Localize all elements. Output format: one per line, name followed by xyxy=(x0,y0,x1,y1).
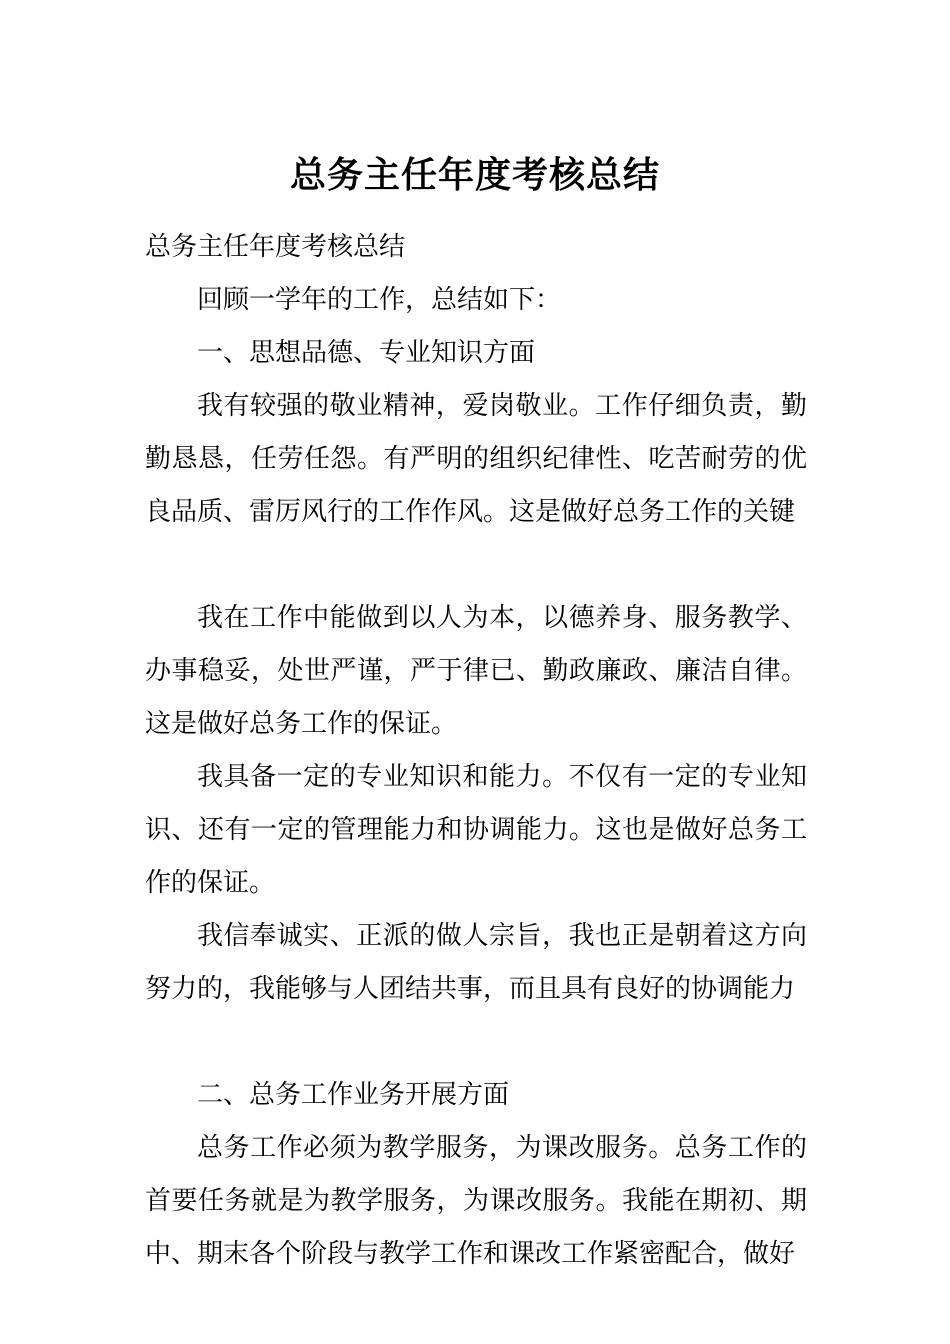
document-title: 总务主任年度考核总结 xyxy=(289,155,660,197)
paragraph-1: 总务主任年度考核总结 xyxy=(145,232,406,262)
paragraph-6: 我信奉诚实、正派的做人宗旨，我也正是朝着这方向努力的，我能够与人团结共事，而且具有良好的协调能力 xyxy=(145,921,807,1004)
paragraph-2: 回顾一学年的工作，总结如下： xyxy=(197,285,562,315)
paragraph-4: 我在工作中能做到以人为本，以德养身、服务教学、办事稳妥，处世严谨，严于律已、勤政廉政、廉洁自律。这是做好总务工作的保证。 xyxy=(145,603,807,739)
document-body xyxy=(145,221,807,1281)
paragraph-5: 我具备一定的专业知识和能力。不仅有一定的专业知识、还有一定的管理能力和协调能力。这也是做好总务工作的保证。 xyxy=(145,762,807,898)
paragraph-3: 我有较强的敬业精神，爱岗敬业。工作仔细负责，勤勤恳恳，任劳任怨。有严明的组织纪律性、吃苦耐劳的优良品质、雷厉风行的工作作风。这是做好总务工作的关键 xyxy=(145,391,807,527)
paragraph-7: 总务工作必须为教学服务，为课改服务。总务工作的首要任务就是为教学服务，为课改服务。我能在期初、期中、期末各个阶段与教学工作和课改工作紧密配合，做好 xyxy=(145,1133,807,1269)
section-heading-2: 二、总务工作业务开展方面 xyxy=(197,1080,510,1110)
section-heading-1: 一、思想品德、专业知识方面 xyxy=(197,338,536,368)
